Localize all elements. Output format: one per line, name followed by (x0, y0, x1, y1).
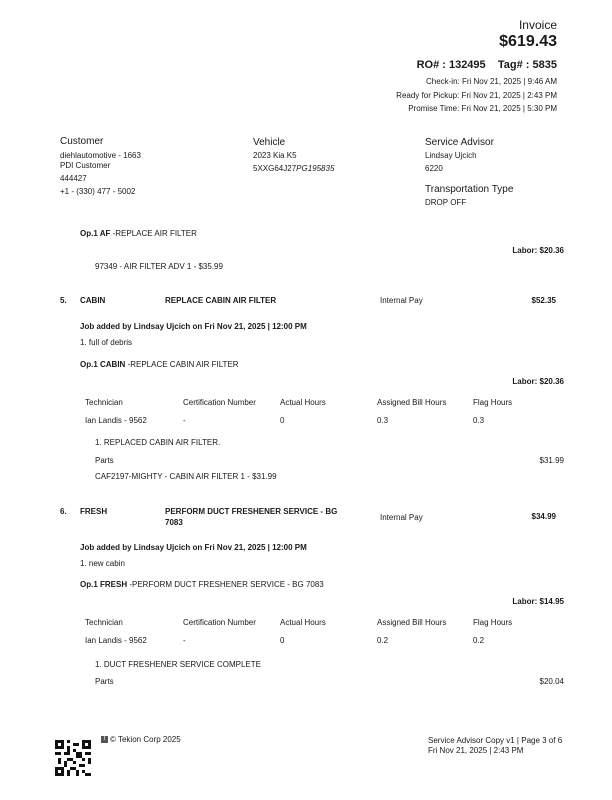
job5-op-label: Op.1 CABIN (80, 360, 126, 369)
job6-story: 1. DUCT FRESHENER SERVICE COMPLETE (95, 660, 261, 669)
job6-labor: Labor: $14.95 (512, 597, 564, 606)
job5-th-assigned: Assigned Bill Hours (377, 398, 447, 407)
job6-title-line2: 7083 (165, 518, 183, 527)
job5-tech: Ian Landis - 9562 (85, 416, 147, 425)
job5-assigned: 0.3 (377, 416, 389, 425)
job6-parts-total: $20.04 (539, 677, 564, 686)
customer-name: diehlautomotive - 1663 (60, 151, 141, 160)
job5-parts-total: $31.99 (539, 456, 564, 465)
invoice-total: $619.43 (499, 33, 557, 50)
promise-time: Promise Time: Fri Nov 21, 2025 | 5:30 PM (408, 104, 557, 113)
customer-phone: +1 - (330) 477 - 5002 (60, 187, 136, 196)
job6-pay-type: Internal Pay (380, 513, 423, 522)
ready-time: Ready for Pickup: Fri Nov 21, 2025 | 2:43 PM (396, 91, 557, 100)
job5-pay-type: Internal Pay (380, 296, 423, 305)
job5-code: CABIN (80, 296, 106, 305)
vehicle-heading: Vehicle (253, 137, 286, 148)
job5-amount: $52.35 (531, 296, 556, 305)
job5-op-line (80, 360, 239, 369)
job6-code: FRESH (80, 507, 108, 516)
job5-th-cert: Certification Number (183, 398, 256, 407)
job5-number: 5. (60, 296, 67, 305)
advisor-heading: Service Advisor (425, 137, 494, 148)
customer-heading: Customer (60, 136, 104, 147)
job6-flag: 0.2 (473, 636, 485, 645)
footer-copy-info: Service Advisor Copy v1 | Page 3 of 6 (428, 736, 563, 745)
job5-labor: Labor: $20.36 (512, 377, 564, 386)
op-af-labor: Labor: $20.36 (512, 246, 564, 255)
job6-tech: Ian Landis - 9562 (85, 636, 147, 645)
job6-th-cert: Certification Number (183, 618, 256, 627)
advisor-number: 6220 (425, 164, 443, 173)
job5-actual: 0 (280, 416, 285, 425)
checkin-time: Check-in: Fri Nov 21, 2025 | 9:46 AM (425, 77, 557, 86)
job5-th-technician: Technician (85, 398, 123, 407)
job6-note: 1. new cabin (80, 559, 125, 568)
job6-op-label: Op.1 FRESH (80, 580, 128, 589)
job5-added-by: Job added by Lindsay Ujcich on Fri Nov 21, 2025 | 12:00 PM (80, 322, 307, 331)
tekion-logo-icon: T (102, 736, 107, 742)
job6-th-assigned: Assigned Bill Hours (377, 618, 447, 627)
footer-copyright: © Tekion Corp 2025 (110, 735, 181, 744)
op-af-desc: -REPLACE AIR FILTER (110, 229, 197, 238)
job6-op-desc: -PERFORM DUCT FRESHENER SERVICE - BG 7083 (127, 580, 324, 589)
op-af-line (80, 229, 197, 238)
job5-parts-label: Parts (95, 456, 114, 465)
job5-op-desc: -REPLACE CABIN AIR FILTER (125, 360, 239, 369)
job6-th-flag: Flag Hours (473, 618, 513, 627)
footer-date: Fri Nov 21, 2025 | 2:43 PM (428, 746, 524, 755)
ro-tag-numbers: RO# : 132495 Tag# : 5835 (416, 59, 557, 71)
job5-flag: 0.3 (473, 416, 485, 425)
op-af-label: Op.1 AF (80, 229, 111, 238)
vin-prefix: 5XXG64J27 (253, 164, 297, 173)
qr-code-icon (55, 740, 91, 776)
job6-parts-label: Parts (95, 677, 114, 686)
transport-type: DROP OFF (425, 198, 467, 207)
job5-cert: - (183, 416, 186, 425)
job5-title: REPLACE CABIN AIR FILTER (165, 296, 277, 305)
customer-id: 444427 (60, 174, 87, 183)
job5-th-actual: Actual Hours (280, 398, 326, 407)
job5-part: CAF2197-MIGHTY - CABIN AIR FILTER 1 - $31.99 (95, 472, 277, 481)
footer-brand (101, 735, 181, 744)
transport-heading: Transportation Type (425, 184, 514, 195)
job6-number: 6. (60, 507, 67, 516)
job6-th-actual: Actual Hours (280, 618, 326, 627)
job6-op-line (80, 580, 324, 589)
job5-story: 1. REPLACED CABIN AIR FILTER. (95, 438, 221, 447)
job6-amount: $34.99 (531, 512, 556, 521)
job6-assigned: 0.2 (377, 636, 389, 645)
job5-th-flag: Flag Hours (473, 398, 513, 407)
job6-added-by: Job added by Lindsay Ujcich on Fri Nov 21, 2025 | 12:00 PM (80, 543, 307, 552)
op-af-part: 97349 - AIR FILTER ADV 1 - $35.99 (95, 262, 223, 271)
job6-cert: - (183, 636, 186, 645)
job5-note: 1. full of debris (80, 338, 133, 347)
vehicle-vin (253, 164, 334, 173)
invoice-title: Invoice (518, 18, 557, 32)
customer-type: PDI Customer (60, 161, 111, 170)
job6-actual: 0 (280, 636, 285, 645)
vin-suffix: PG195835 (296, 164, 335, 173)
vehicle-model: 2023 Kia K5 (253, 151, 297, 160)
advisor-name: Lindsay Ujcich (425, 151, 477, 160)
job6-title-line1: PERFORM DUCT FRESHENER SERVICE - BG (165, 507, 338, 516)
job6-th-technician: Technician (85, 618, 123, 627)
